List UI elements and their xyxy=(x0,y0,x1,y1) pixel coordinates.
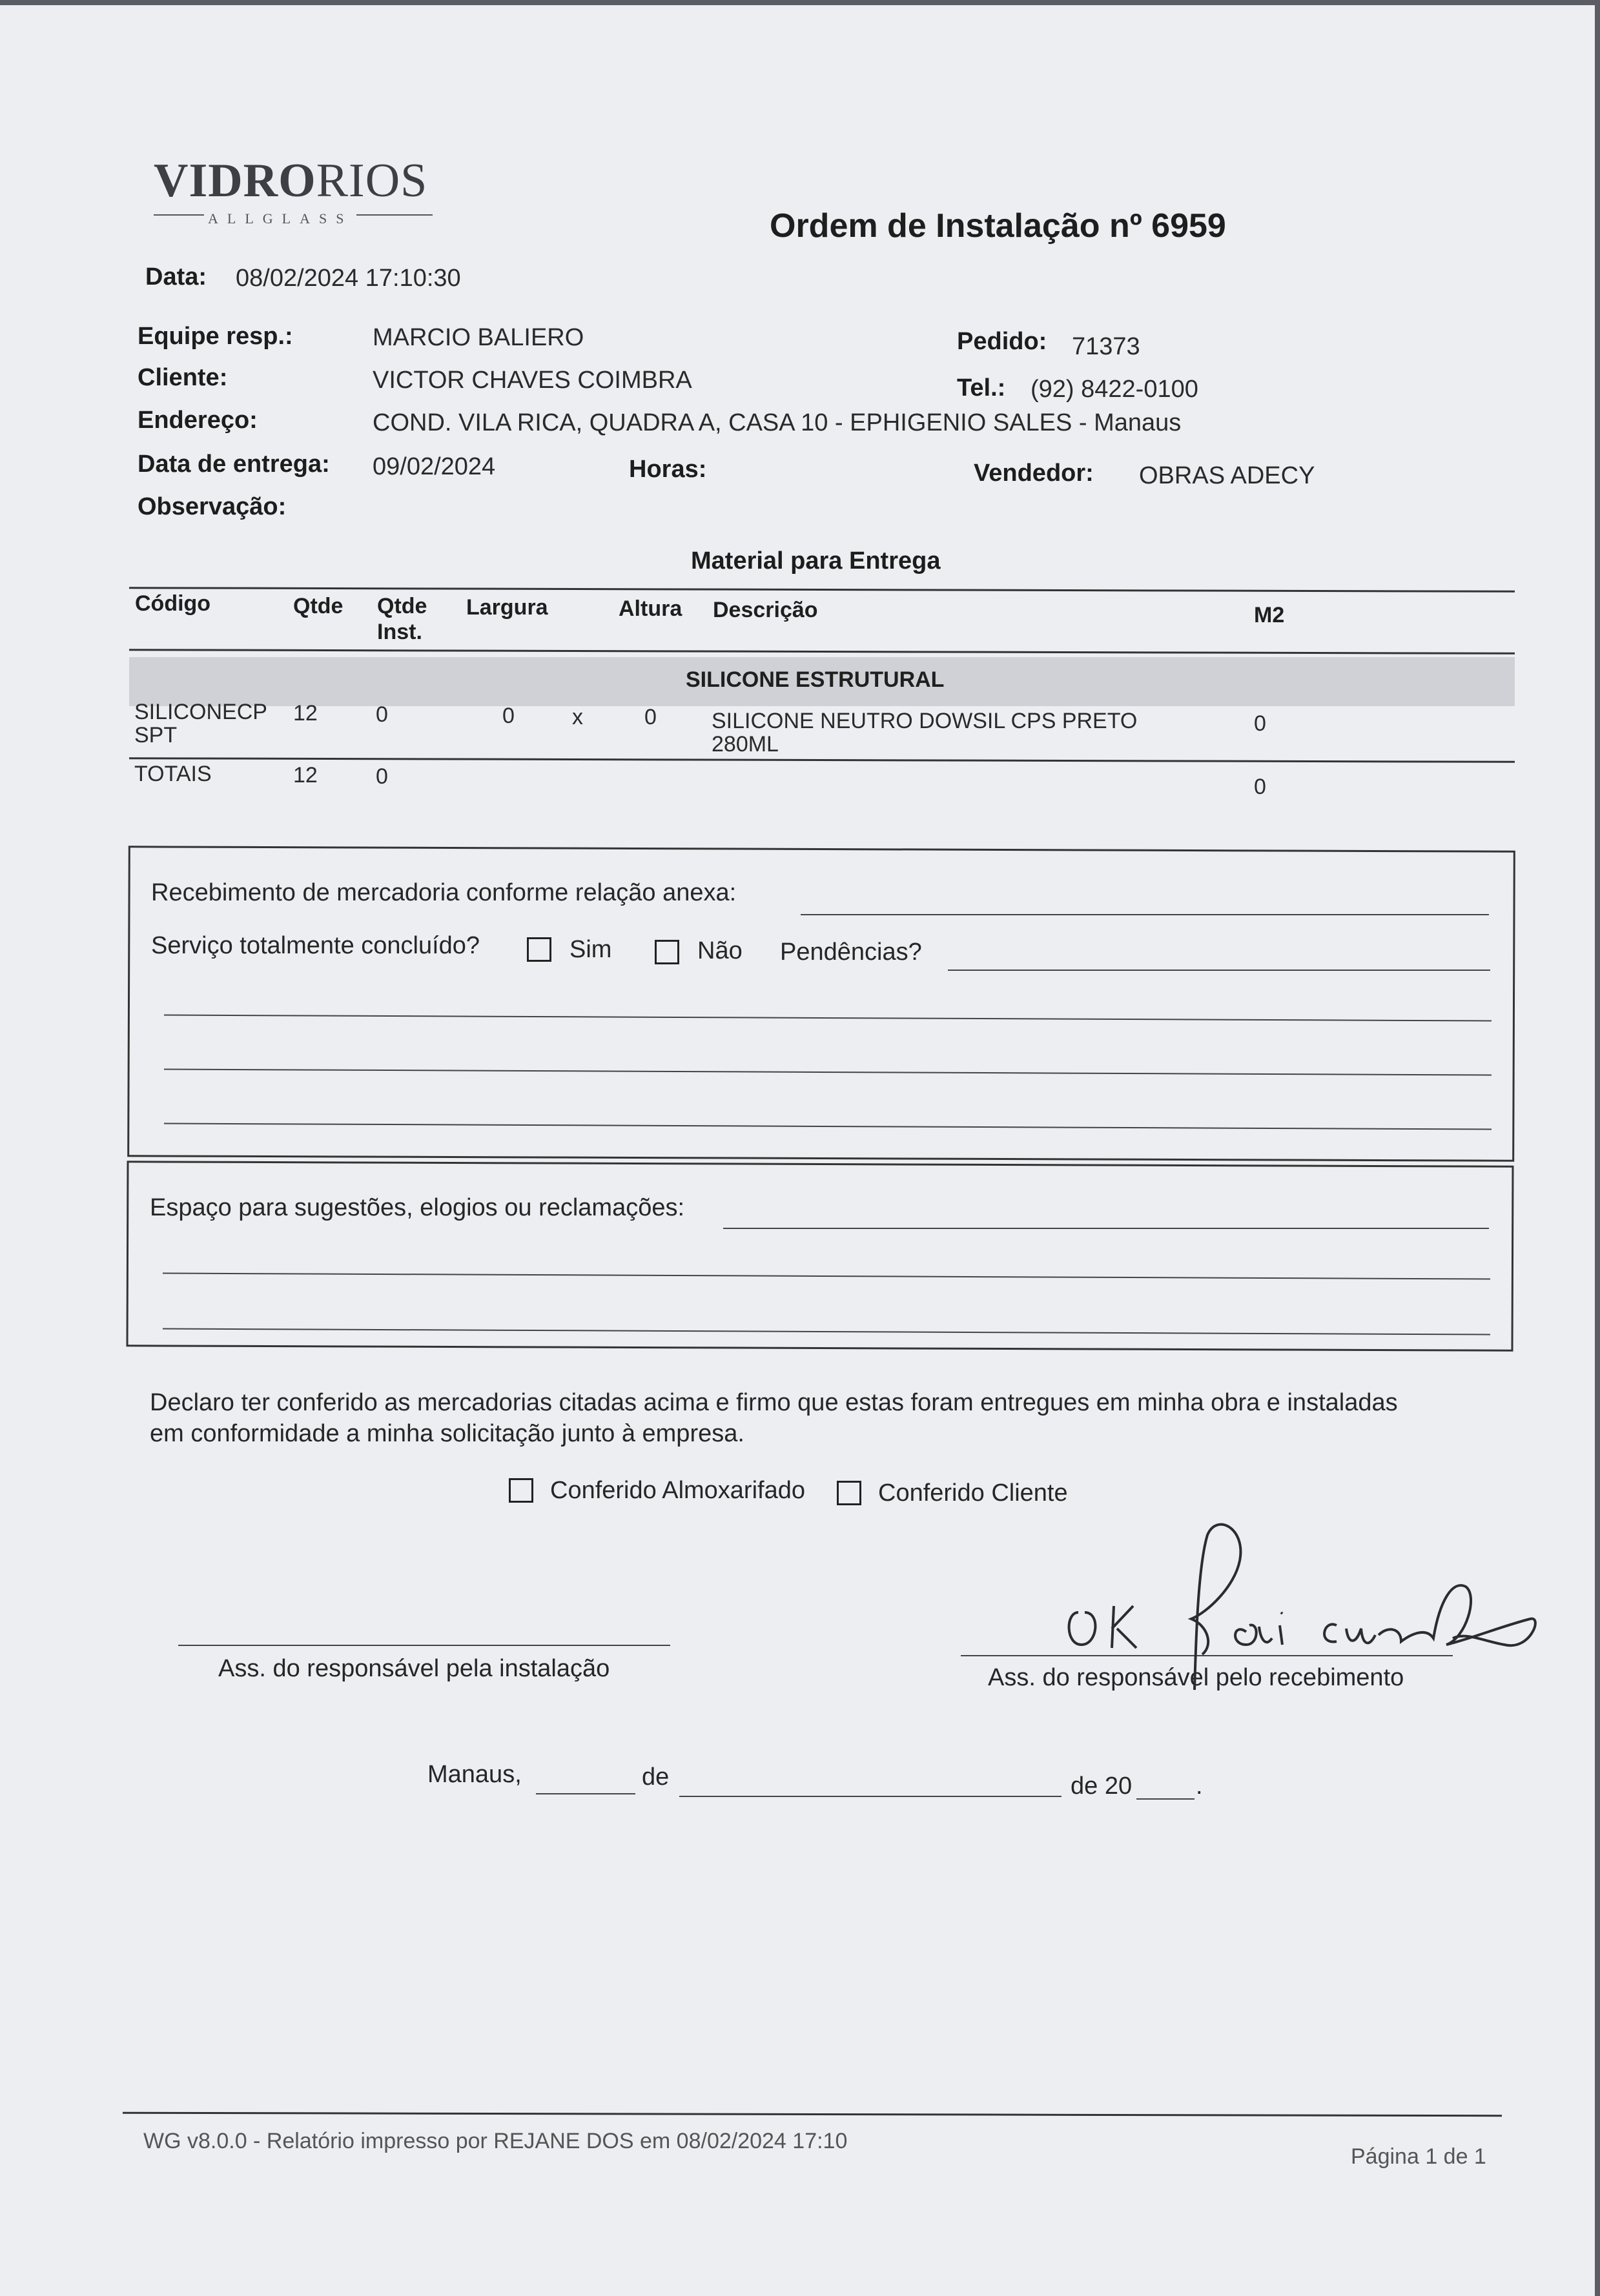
installer-signature-label: Ass. do responsável pela instalação xyxy=(218,1655,610,1682)
day-blank[interactable] xyxy=(536,1793,635,1794)
col-qtde-inst-2: Inst. xyxy=(377,620,422,644)
cell-x: x xyxy=(572,705,583,729)
sugestoes-line[interactable] xyxy=(723,1228,1489,1229)
cell-largura: 0 xyxy=(502,704,515,728)
col-qtde-inst-1: Qtde xyxy=(377,594,427,618)
almoxarifado-checkbox[interactable] xyxy=(509,1478,533,1503)
col-qtde: Qtde xyxy=(293,594,344,618)
cell-codigo-2: SPT xyxy=(134,723,178,747)
tel-label: Tel.: xyxy=(957,374,1006,401)
vendedor-value: OBRAS ADECY xyxy=(1139,462,1315,489)
totals-label: TOTAIS xyxy=(134,762,212,786)
totals-m2: 0 xyxy=(1254,775,1266,799)
feedback-box xyxy=(127,1161,1514,1351)
document-page xyxy=(0,5,1595,2296)
cell-qtde-inst: 0 xyxy=(376,702,388,727)
date-de-1: de xyxy=(642,1763,670,1791)
footer-print-info: WG v8.0.0 - Relatório impresso por REJANE DOS em 08/02/2024 17:10 xyxy=(143,2129,848,2153)
nao-checkbox[interactable] xyxy=(655,940,679,964)
date-value: 08/02/2024 17:10:30 xyxy=(236,265,461,292)
nao-label: Não xyxy=(697,937,743,964)
declaration-line-1: Declaro ter conferido as mercadorias citadas acima e firmo que estas foram entregues em minha obra e instaladas xyxy=(150,1389,1398,1416)
sim-label: Sim xyxy=(569,936,612,963)
observacao-label: Observação: xyxy=(138,493,287,520)
declaration-line-2: em conformidade a minha solicitação junto à empresa. xyxy=(150,1420,744,1447)
receiver-signature-label: Ass. do responsável pelo recebimento xyxy=(988,1664,1404,1691)
logo-tagline: ALLGLASS xyxy=(204,210,356,227)
totals-qtde: 12 xyxy=(293,763,318,787)
year-blank[interactable] xyxy=(1136,1798,1195,1800)
footer-rule xyxy=(123,2112,1502,2117)
date-dot: . xyxy=(1196,1773,1203,1800)
cell-m2: 0 xyxy=(1254,711,1266,736)
cliente-checkbox[interactable] xyxy=(837,1481,861,1505)
cliente-label: Cliente: xyxy=(138,364,228,391)
tel-value: (92) 8422-0100 xyxy=(1031,376,1198,403)
equipe-label: Equipe resp.: xyxy=(138,323,293,350)
totals-qtde-inst: 0 xyxy=(376,764,388,789)
col-m2: M2 xyxy=(1254,603,1285,627)
month-blank[interactable] xyxy=(679,1796,1062,1797)
city-label: Manaus, xyxy=(427,1761,522,1788)
sim-checkbox[interactable] xyxy=(527,937,551,962)
endereco-label: Endereço: xyxy=(138,407,258,434)
pendencias-label: Pendências? xyxy=(780,939,922,966)
pedido-value: 71373 xyxy=(1072,333,1140,360)
vendedor-label: Vendedor: xyxy=(974,460,1094,487)
sugestoes-label: Espaço para sugestões, elogios ou reclamações: xyxy=(150,1194,685,1221)
cell-qtde: 12 xyxy=(293,701,318,726)
endereco-value: COND. VILA RICA, QUADRA A, CASA 10 - EPHIGENIO SALES - Manaus xyxy=(373,409,1182,436)
recebimento-label: Recebimento de mercadoria conforme relação anexa: xyxy=(151,879,737,906)
entrega-value: 09/02/2024 xyxy=(373,453,496,480)
cell-descricao-2: 280ML xyxy=(712,732,779,757)
installer-signature-line[interactable] xyxy=(178,1645,670,1646)
recebimento-line[interactable] xyxy=(801,914,1489,915)
servico-label: Serviço totalmente concluído? xyxy=(151,932,480,959)
entrega-label: Data de entrega: xyxy=(138,451,330,478)
table-title: Material para Entrega xyxy=(691,547,941,574)
table-top-rule xyxy=(129,587,1515,593)
pendencias-line[interactable] xyxy=(948,970,1490,971)
table-row-rule xyxy=(129,757,1515,763)
horas-label: Horas: xyxy=(629,456,707,483)
group-label: SILICONE ESTRUTURAL xyxy=(686,667,945,692)
cell-altura: 0 xyxy=(644,705,657,729)
cell-descricao-1: SILICONE NEUTRO DOWSIL CPS PRETO xyxy=(712,709,1138,733)
date-label: Data: xyxy=(145,263,207,290)
almoxarifado-label: Conferido Almoxarifado xyxy=(550,1477,805,1504)
footer-page-number: Página 1 de 1 xyxy=(1351,2144,1486,2169)
pedido-label: Pedido: xyxy=(957,328,1047,355)
col-altura: Altura xyxy=(619,596,682,621)
date-de-20: de 20 xyxy=(1071,1773,1133,1800)
table-header-rule xyxy=(129,649,1515,655)
col-largura: Largura xyxy=(466,595,548,620)
equipe-value: MARCIO BALIERO xyxy=(373,324,584,351)
cliente-value: VICTOR CHAVES COIMBRA xyxy=(373,367,692,394)
document-title: Ordem de Instalação nº 6959 xyxy=(770,207,1226,245)
cell-codigo-1: SILICONECP xyxy=(134,700,267,724)
handwritten-signature xyxy=(1052,1516,1543,1709)
company-logo: VIDRORIOS xyxy=(154,154,428,207)
col-descricao: Descrição xyxy=(713,598,818,622)
col-codigo: Código xyxy=(135,591,211,616)
cliente-check-label: Conferido Cliente xyxy=(878,1479,1068,1507)
